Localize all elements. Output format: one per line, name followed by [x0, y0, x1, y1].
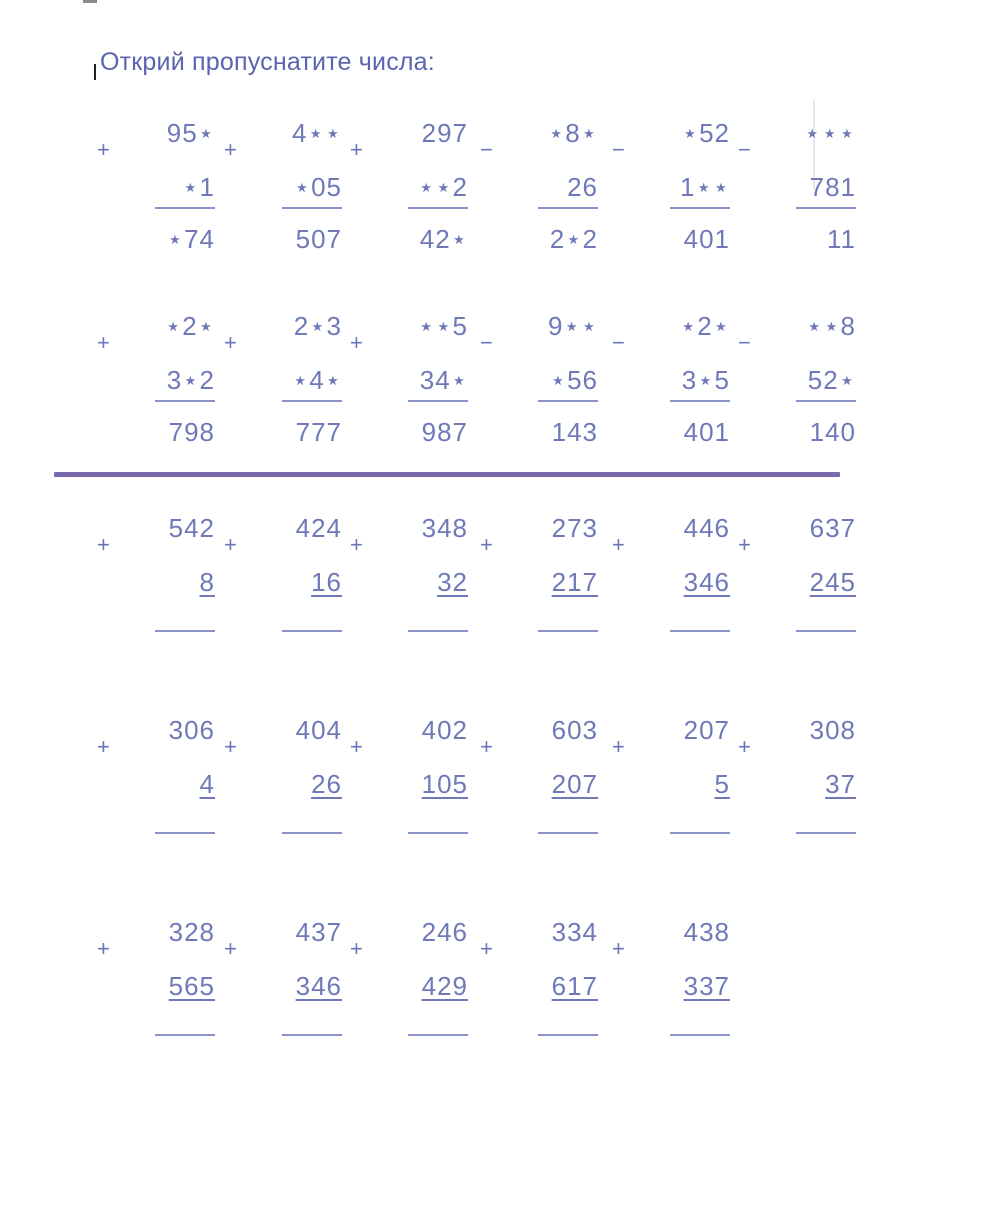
result-number: 777 [295, 417, 342, 447]
sum-rule [670, 400, 730, 402]
top-edge-mark [83, 0, 97, 3]
operator-sign: + [612, 532, 625, 557]
operator-sign: + [97, 936, 110, 961]
sum-rule [155, 400, 215, 402]
first-number: 424 [295, 513, 342, 543]
answer-blank[interactable] [155, 832, 215, 834]
answer-blank[interactable] [538, 832, 598, 834]
second-number: 565 [168, 971, 215, 1001]
first-number: 306 [168, 715, 215, 745]
answer-blank[interactable] [670, 1034, 730, 1036]
second-number: 26 [567, 172, 598, 202]
sum-rule [282, 400, 342, 402]
first-number: ⋆⋆⋆ [804, 118, 856, 148]
result-number: 798 [168, 417, 215, 447]
first-number: 438 [683, 917, 730, 947]
first-number: 273 [551, 513, 598, 543]
problem-section2-16 [480, 919, 598, 1069]
sum-rule [408, 400, 468, 402]
first-number: 207 [683, 715, 730, 745]
answer-blank[interactable] [796, 630, 856, 632]
problem-section2-9 [350, 717, 468, 867]
first-number: 637 [809, 513, 856, 543]
operator-sign: + [350, 734, 363, 759]
problem-section1-6 [738, 120, 856, 270]
answer-blank[interactable] [408, 832, 468, 834]
second-number: ⋆56 [549, 365, 598, 395]
problem-section2-10 [480, 717, 598, 867]
problem-section2-14 [224, 919, 342, 1069]
sum-rule [538, 400, 598, 402]
operator-sign: − [612, 137, 625, 162]
operator-sign: + [480, 936, 493, 961]
answer-blank[interactable] [282, 1034, 342, 1036]
result-number: 401 [683, 417, 730, 447]
first-number: 246 [421, 917, 468, 947]
answer-blank[interactable] [408, 630, 468, 632]
problem-section2-8 [224, 717, 342, 867]
answer-blank[interactable] [155, 1034, 215, 1036]
second-number: 207 [551, 769, 598, 799]
result-number: 401 [683, 224, 730, 254]
operator-sign: + [224, 137, 237, 162]
operator-sign: + [97, 532, 110, 557]
answer-blank[interactable] [408, 1034, 468, 1036]
operator-sign: + [612, 936, 625, 961]
operator-sign: + [480, 734, 493, 759]
problem-section1-4 [480, 120, 598, 270]
operator-sign: + [350, 936, 363, 961]
first-number: ⋆8⋆ [547, 118, 598, 148]
operator-sign: + [224, 734, 237, 759]
second-number: 4 [199, 769, 215, 799]
second-number: ⋆⋆2 [417, 172, 468, 202]
operator-sign: + [738, 532, 751, 557]
second-number: 781 [809, 172, 856, 202]
result-number: 140 [809, 417, 856, 447]
operator-sign: + [480, 532, 493, 557]
result-number: 11 [827, 224, 856, 254]
first-number: 95⋆ [166, 118, 215, 148]
operator-sign: + [97, 137, 110, 162]
first-number: ⋆2⋆ [164, 311, 215, 341]
problem-section2-1 [97, 515, 215, 665]
problem-section2-4 [480, 515, 598, 665]
problem-section1-3 [350, 120, 468, 270]
first-number: 446 [683, 513, 730, 543]
second-number: ⋆05 [293, 172, 342, 202]
second-number: 337 [683, 971, 730, 1001]
second-number: 3⋆5 [681, 365, 730, 395]
sum-rule [796, 207, 856, 209]
result-number: 507 [295, 224, 342, 254]
problem-section1-12 [738, 313, 856, 463]
operator-sign: − [612, 330, 625, 355]
second-number: ⋆4⋆ [291, 365, 342, 395]
second-number: 32 [437, 567, 468, 597]
section-divider [54, 472, 840, 477]
answer-blank[interactable] [282, 832, 342, 834]
first-number: 404 [295, 715, 342, 745]
worksheet-title: Открий пропуснатите числа: [100, 48, 435, 76]
first-number: ⋆2⋆ [679, 311, 730, 341]
answer-blank[interactable] [538, 1034, 598, 1036]
answer-blank[interactable] [796, 832, 856, 834]
result-number: 42⋆ [419, 224, 468, 254]
first-number: 348 [421, 513, 468, 543]
sum-rule [408, 207, 468, 209]
second-number: 34⋆ [419, 365, 468, 395]
second-number: 346 [295, 971, 342, 1001]
first-number: ⋆⋆8 [805, 311, 856, 341]
first-number: 308 [809, 715, 856, 745]
sum-rule [538, 207, 598, 209]
result-number: ⋆74 [166, 224, 215, 254]
operator-sign: + [350, 532, 363, 557]
problem-section2-15 [350, 919, 468, 1069]
answer-blank[interactable] [670, 832, 730, 834]
first-number: ⋆52 [681, 118, 730, 148]
problem-section1-8 [224, 313, 342, 463]
first-number: 334 [551, 917, 598, 947]
sum-rule [155, 207, 215, 209]
first-number: 4⋆⋆ [291, 118, 342, 148]
operator-sign: + [612, 734, 625, 759]
problem-section2-2 [224, 515, 342, 665]
problem-section2-5 [612, 515, 730, 665]
sum-rule [670, 207, 730, 209]
second-number: 429 [421, 971, 468, 1001]
first-number: 603 [551, 715, 598, 745]
operator-sign: + [97, 734, 110, 759]
operator-sign: + [224, 532, 237, 557]
problem-section2-17 [612, 919, 730, 1069]
text-cursor-mark [94, 64, 96, 80]
problem-section2-7 [97, 717, 215, 867]
first-number: 542 [168, 513, 215, 543]
operator-sign: + [224, 330, 237, 355]
first-number: 297 [421, 118, 468, 148]
operator-sign: − [738, 330, 751, 355]
operator-sign: + [738, 734, 751, 759]
operator-sign: − [738, 137, 751, 162]
second-number: 26 [311, 769, 342, 799]
operator-sign: + [224, 936, 237, 961]
sum-rule [282, 207, 342, 209]
first-number: 328 [168, 917, 215, 947]
problem-section1-2 [224, 120, 342, 270]
operator-sign: − [480, 137, 493, 162]
second-number: 3⋆2 [166, 365, 215, 395]
second-number: 52⋆ [807, 365, 856, 395]
second-number: 16 [311, 567, 342, 597]
answer-blank[interactable] [282, 630, 342, 632]
problem-section2-6 [738, 515, 856, 665]
problem-section2-13 [97, 919, 215, 1069]
operator-sign: + [350, 330, 363, 355]
result-number: 987 [421, 417, 468, 447]
second-number: 8 [199, 567, 215, 597]
answer-blank[interactable] [670, 630, 730, 632]
first-number: 9⋆⋆ [547, 311, 598, 341]
second-number: ⋆1 [182, 172, 215, 202]
second-number: 5 [714, 769, 730, 799]
first-number: 402 [421, 715, 468, 745]
second-number: 346 [683, 567, 730, 597]
problem-section2-11 [612, 717, 730, 867]
first-number: 2⋆3 [293, 311, 342, 341]
problem-section1-1 [97, 120, 215, 270]
operator-sign: − [480, 330, 493, 355]
second-number: 37 [825, 769, 856, 799]
sum-rule [796, 400, 856, 402]
answer-blank[interactable] [155, 630, 215, 632]
problem-section1-5 [612, 120, 730, 270]
problem-section1-11 [612, 313, 730, 463]
second-number: 245 [809, 567, 856, 597]
problem-section2-3 [350, 515, 468, 665]
answer-blank[interactable] [538, 630, 598, 632]
problem-section2-12 [738, 717, 856, 867]
operator-sign: + [97, 330, 110, 355]
problem-section1-10 [480, 313, 598, 463]
problem-section1-9 [350, 313, 468, 463]
second-number: 1⋆⋆ [679, 172, 730, 202]
second-number: 105 [421, 769, 468, 799]
result-number: 2⋆2 [549, 224, 598, 254]
result-number: 143 [551, 417, 598, 447]
second-number: 217 [551, 567, 598, 597]
first-number: 437 [295, 917, 342, 947]
operator-sign: + [350, 137, 363, 162]
first-number: ⋆⋆5 [417, 311, 468, 341]
second-number: 617 [551, 971, 598, 1001]
problem-section1-7 [97, 313, 215, 463]
